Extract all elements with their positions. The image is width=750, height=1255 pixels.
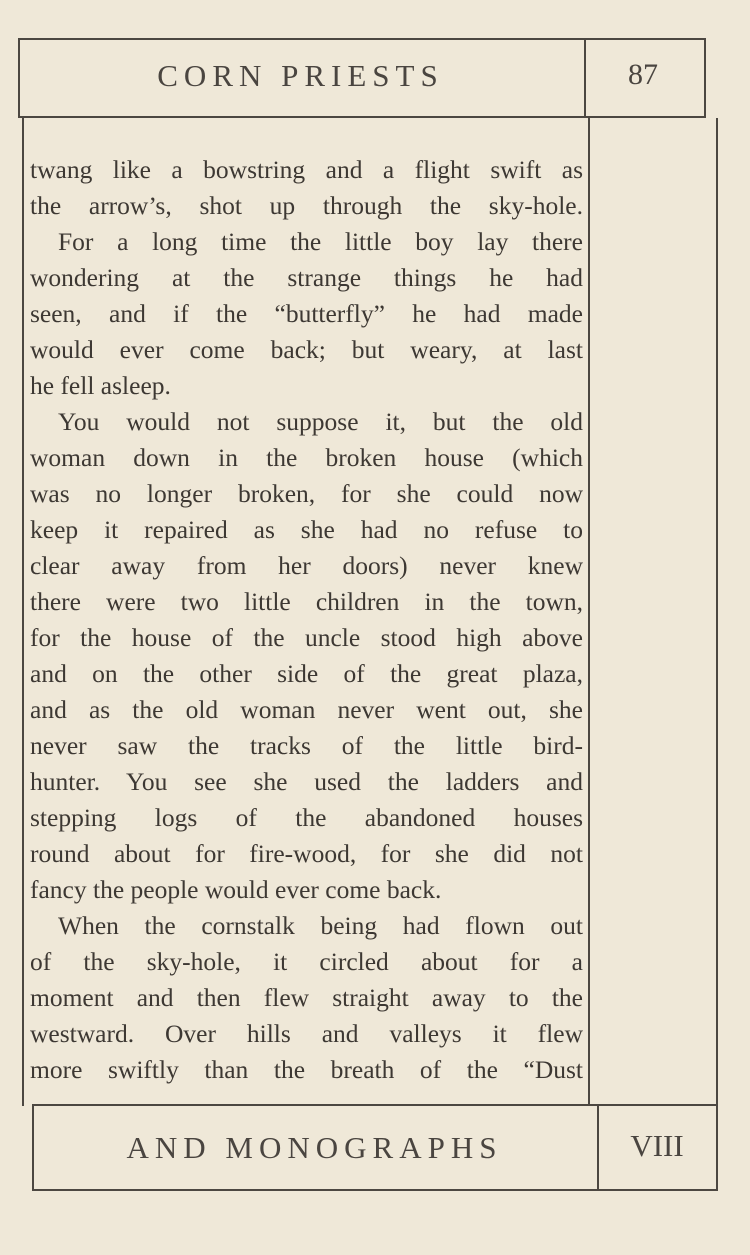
frame-bottom-rule <box>32 1189 718 1191</box>
text-line: keep it repaired as she had no refuse to <box>30 515 583 544</box>
text-line: more swiftly than the breath of the “Dust <box>30 1055 583 1084</box>
text-line: never saw the tracks of the little bird- <box>30 731 583 760</box>
text-line: he fell asleep. <box>30 371 171 400</box>
text-line: stepping logs of the abandoned houses <box>30 803 583 832</box>
text-line: and as the old woman never went out, she <box>30 695 583 724</box>
footer-top-rule <box>32 1104 718 1106</box>
text-line: fancy the people would ever come back. <box>30 875 442 904</box>
text-line: hunter. You see she used the ladders and <box>30 767 583 796</box>
text-line: was no longer broken, for she could now <box>30 479 583 508</box>
text-line: clear away from her doors) never knew <box>30 551 583 580</box>
text-line: seen, and if the “butterfly” he had made <box>30 299 583 328</box>
text-line: woman down in the broken house (which <box>30 443 583 472</box>
text-line: wondering at the strange things he had <box>30 263 583 292</box>
footer-volume-label: VIII <box>630 1128 684 1163</box>
text-line: of the sky-hole, it circled about for a <box>30 947 583 976</box>
running-header-title: CORN PRIESTS <box>157 58 444 93</box>
running-footer-title: AND MONOGRAPHS <box>126 1130 503 1165</box>
text-left-rule <box>22 118 24 1106</box>
frame-top-rule <box>18 38 706 40</box>
text-right-outer-rule <box>716 118 718 1106</box>
text-line: for the house of the uncle stood high above <box>30 623 583 652</box>
text-line: and on the other side of the great plaza, <box>30 659 583 688</box>
text-line: there were two little children in the town, <box>30 587 583 616</box>
text-line: When the cornstalk being had flown out <box>58 911 583 940</box>
text-line: moment and then flew straight away to the <box>30 983 583 1012</box>
text-line: twang like a bowstring and a flight swift as <box>30 155 583 184</box>
text-line: You would not suppose it, but the old <box>58 407 583 436</box>
right-outer-rule <box>704 38 706 118</box>
body-text <box>30 152 583 1088</box>
page-number: 87 <box>628 58 658 91</box>
text-line: would ever come back; but weary, at last <box>30 335 583 364</box>
text-column-divider-rule <box>588 118 590 1106</box>
header-bottom-rule <box>18 116 706 118</box>
text-line: For a long time the little boy lay there <box>58 227 583 256</box>
text-line: the arrow’s, shot up through the sky-hole. <box>30 191 583 220</box>
text-line: round about for fire-wood, for she did not <box>30 839 583 868</box>
text-line: westward. Over hills and valleys it flew <box>30 1019 583 1048</box>
